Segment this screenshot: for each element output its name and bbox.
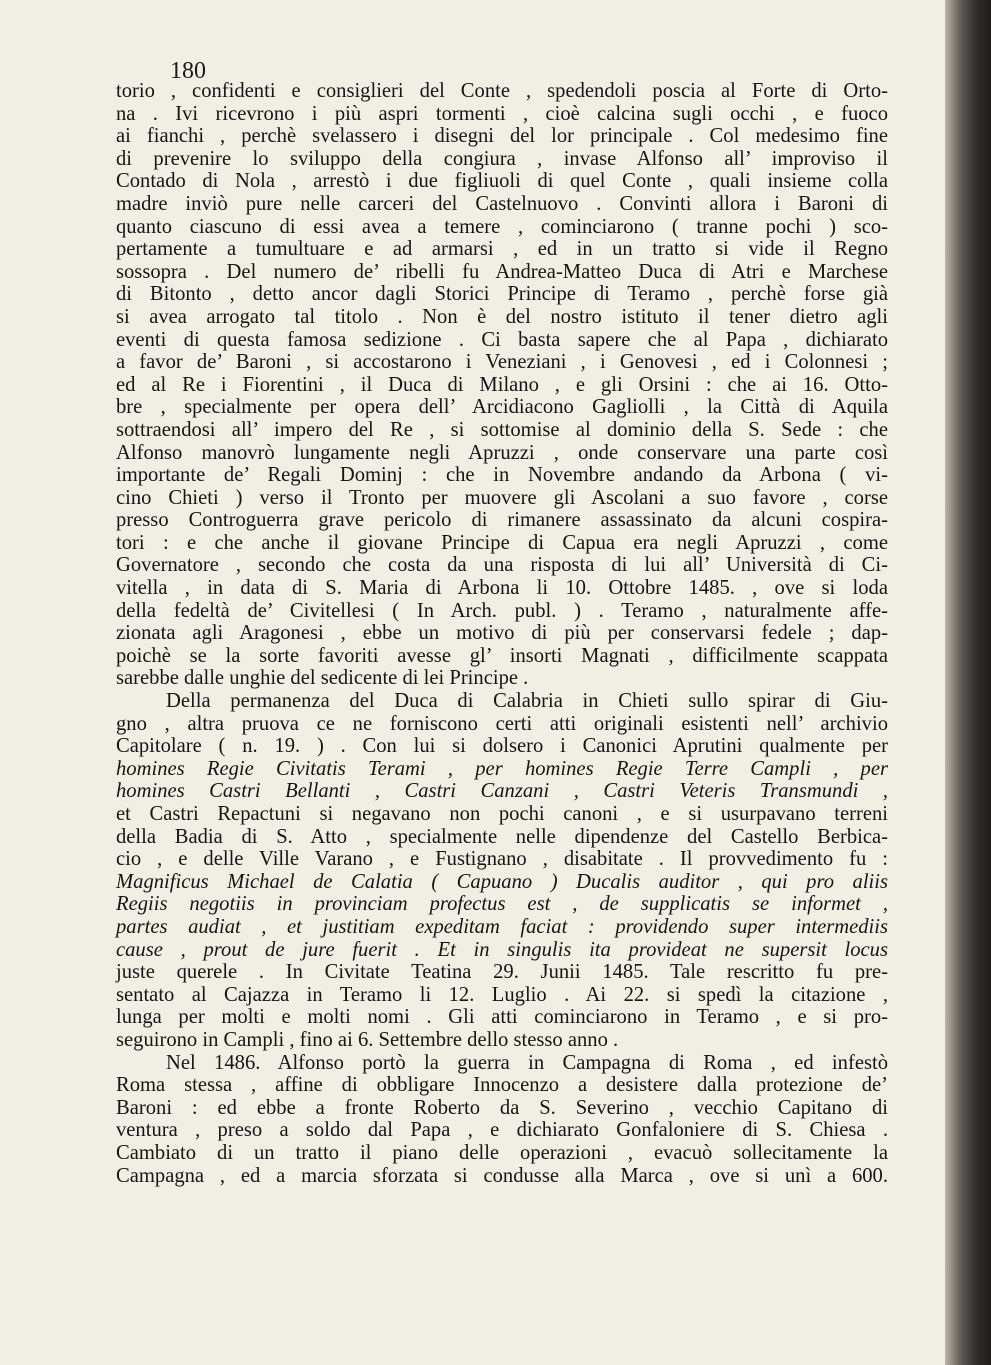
- text-line: homines Castri Bellanti , Castri Canzani , Castri Veteris Transmundi ,: [116, 780, 888, 803]
- text-line: importante de’ Regali Dominj : che in Novembre andando da Arbona ( vi-: [116, 464, 888, 487]
- text-line: Alfonso manovrò lungamente negli Apruzzi , onde conservare una parte così: [116, 441, 888, 464]
- text-line: cino Chieti ) verso il Tronto per muovere gli Ascolani a suo favore , corse: [116, 486, 888, 509]
- text-line: Regiis negotiis in provinciam profectus est , de supplicatis se informet ,: [116, 893, 888, 916]
- text-line: quanto ciascuno di essi avea a temere , cominciarono ( tranne pochi ) sco-: [116, 215, 888, 238]
- text-line: sentato al Cajazza in Teramo li 12. Luglio . Ai 22. si spedì la citazione ,: [116, 983, 888, 1006]
- text-line: Campagna , ed a marcia sforzata si condusse alla Marca , ove si unì a 600.: [116, 1164, 888, 1187]
- text-line: ed al Re i Fiorentini , il Duca di Milano , e gli Orsini : che ai 16. Otto-: [116, 373, 888, 396]
- text-line: Roma stessa , affine di obbligare Innocenzo a desistere dalla protezione de’: [116, 1074, 888, 1097]
- text-line: sarebbe dalle unghie del sedicente di lei Principe .: [116, 667, 529, 690]
- text-line: et Castri Repactuni si negavano non pochi canoni , e si usurpavano terreni: [116, 803, 888, 825]
- text-line: a favor de’ Baroni , si accostarono i Veneziani , i Genovesi , ed i Colonnesi ;: [116, 351, 888, 374]
- text-line: poichè se la sorte favoriti avesse gl’ insorti Magnati , difficilmente scappata: [116, 644, 888, 667]
- text-line: cause , prout de jure fuerit . Et in singulis ita provideat ne supersit locus: [116, 938, 888, 961]
- text-line: Baroni : ed ebbe a fronte Roberto da S. Severino , vecchio Capitano di: [116, 1096, 888, 1119]
- text-line: Nel 1486. Alfonso portò la guerra in Campagna di Roma , ed infestò: [166, 1051, 888, 1074]
- text-line: si avea arrogato tal titolo . Non è del nostro istituto il tener dietro agli: [116, 305, 888, 328]
- text-line: sossopra . Del numero de’ ribelli fu Andrea-Matteo Duca di Atri e Marchese: [116, 260, 888, 283]
- text-line: gno , altra pruova ce ne forniscono certi atti originali esistenti nell’ archivio: [116, 712, 888, 735]
- text-line: juste querele . In Civitate Teatina 29. Junii 1485. Tale rescritto fu pre-: [116, 961, 888, 984]
- text-line: di Bitonto , detto ancor dagli Storici Principe di Teramo , perchè forse già: [116, 283, 888, 306]
- text-line: ventura , preso a soldo dal Papa , e dichiarato Gonfaloniere di S. Chiesa .: [116, 1119, 888, 1142]
- page-number: 180: [170, 58, 206, 84]
- text-line: Contado di Nola , arrestò i due figliuoli di quel Conte , quali insieme colla: [116, 170, 888, 193]
- body-text: [116, 80, 888, 1187]
- text-line: lunga per molti e molti nomi . Gli atti cominciarono in Teramo , e si pro-: [116, 1006, 888, 1029]
- text-line: seguirono in Campli , fino ai 6. Settembre dello stesso anno .: [116, 1028, 619, 1051]
- text-line: della Badia di S. Atto , specialmente nelle dipendenze del Castello Berbica-: [116, 825, 888, 848]
- text-line: Capitolare ( n. 19. ) . Con lui si dolsero i Canonici Aprutini qualmente per: [116, 735, 888, 758]
- text-line: eventi di questa famosa sedizione . Ci basta sapere che al Papa , dichiarato: [116, 328, 888, 351]
- text-line: madre inviò pure nelle carceri del Castelnuovo . Convinti allora i Baroni di: [116, 192, 888, 215]
- text-line: Della permanenza del Duca di Calabria in Chieti sullo spirar di Giu-: [166, 690, 888, 713]
- text-line: cio , e delle Ville Varano , e Fustignano , disabitate . Il provvedimento fu :: [116, 848, 888, 871]
- text-line: della fedeltà de’ Civitellesi ( In Arch. publ. ) . Teramo , naturalmente affe-: [116, 599, 888, 622]
- text-line: di prevenire lo sviluppo della congiura , invase Alfonso all’ improviso il: [116, 147, 888, 170]
- text-line: homines Regie Civitatis Terami , per homines Regie Terre Campli , per: [116, 757, 888, 780]
- text-line: Cambiato di un tratto il piano delle operazioni , evacuò sollecitamente la: [116, 1141, 888, 1164]
- text-line: zionata agli Aragonesi , ebbe un motivo di più per conservarsi fedele ; dap-: [116, 622, 888, 645]
- text-line: Governatore , secondo che costa da una risposta di lui all’ Università di Ci-: [116, 554, 888, 577]
- text-line: na . Ivi ricevrono i più aspri tormenti , cioè calcina sugli occhi , e fuoco: [116, 102, 888, 125]
- text-line: sottraendosi all’ impero del Re , si sottomise al dominio della S. Sede : che: [116, 418, 888, 441]
- text-line: Magnificus Michael de Calatia ( Capuano ) Ducalis auditor , qui pro aliis: [116, 870, 888, 893]
- book-spine-shadow: [945, 0, 991, 1365]
- text-line: pertamente a tumultuare e ad armarsi , ed in un tratto si vide il Regno: [116, 238, 888, 261]
- text-line: vitella , in data di S. Maria di Arbona li 10. Ottobre 1485. , ove si loda: [116, 577, 888, 600]
- text-line: partes audiat , et justitiam expeditam faciat : providendo super intermediis: [116, 915, 888, 938]
- text-line: bre , specialmente per opera dell’ Arcidiacono Gagliolli , la Città di Aquila: [116, 396, 888, 419]
- text-line: torio , confidenti e consiglieri del Conte , spedendoli poscia al Forte di Orto-: [116, 80, 888, 102]
- text-line: tori : e che anche il giovane Principe di Capua era negli Apruzzi , come: [116, 531, 888, 554]
- text-line: ai fianchi , perchè svelassero i disegni del lor principale . Col medesimo fine: [116, 125, 888, 148]
- text-line: presso Controguerra grave pericolo di rimanere assassinato da alcuni cospira-: [116, 509, 888, 532]
